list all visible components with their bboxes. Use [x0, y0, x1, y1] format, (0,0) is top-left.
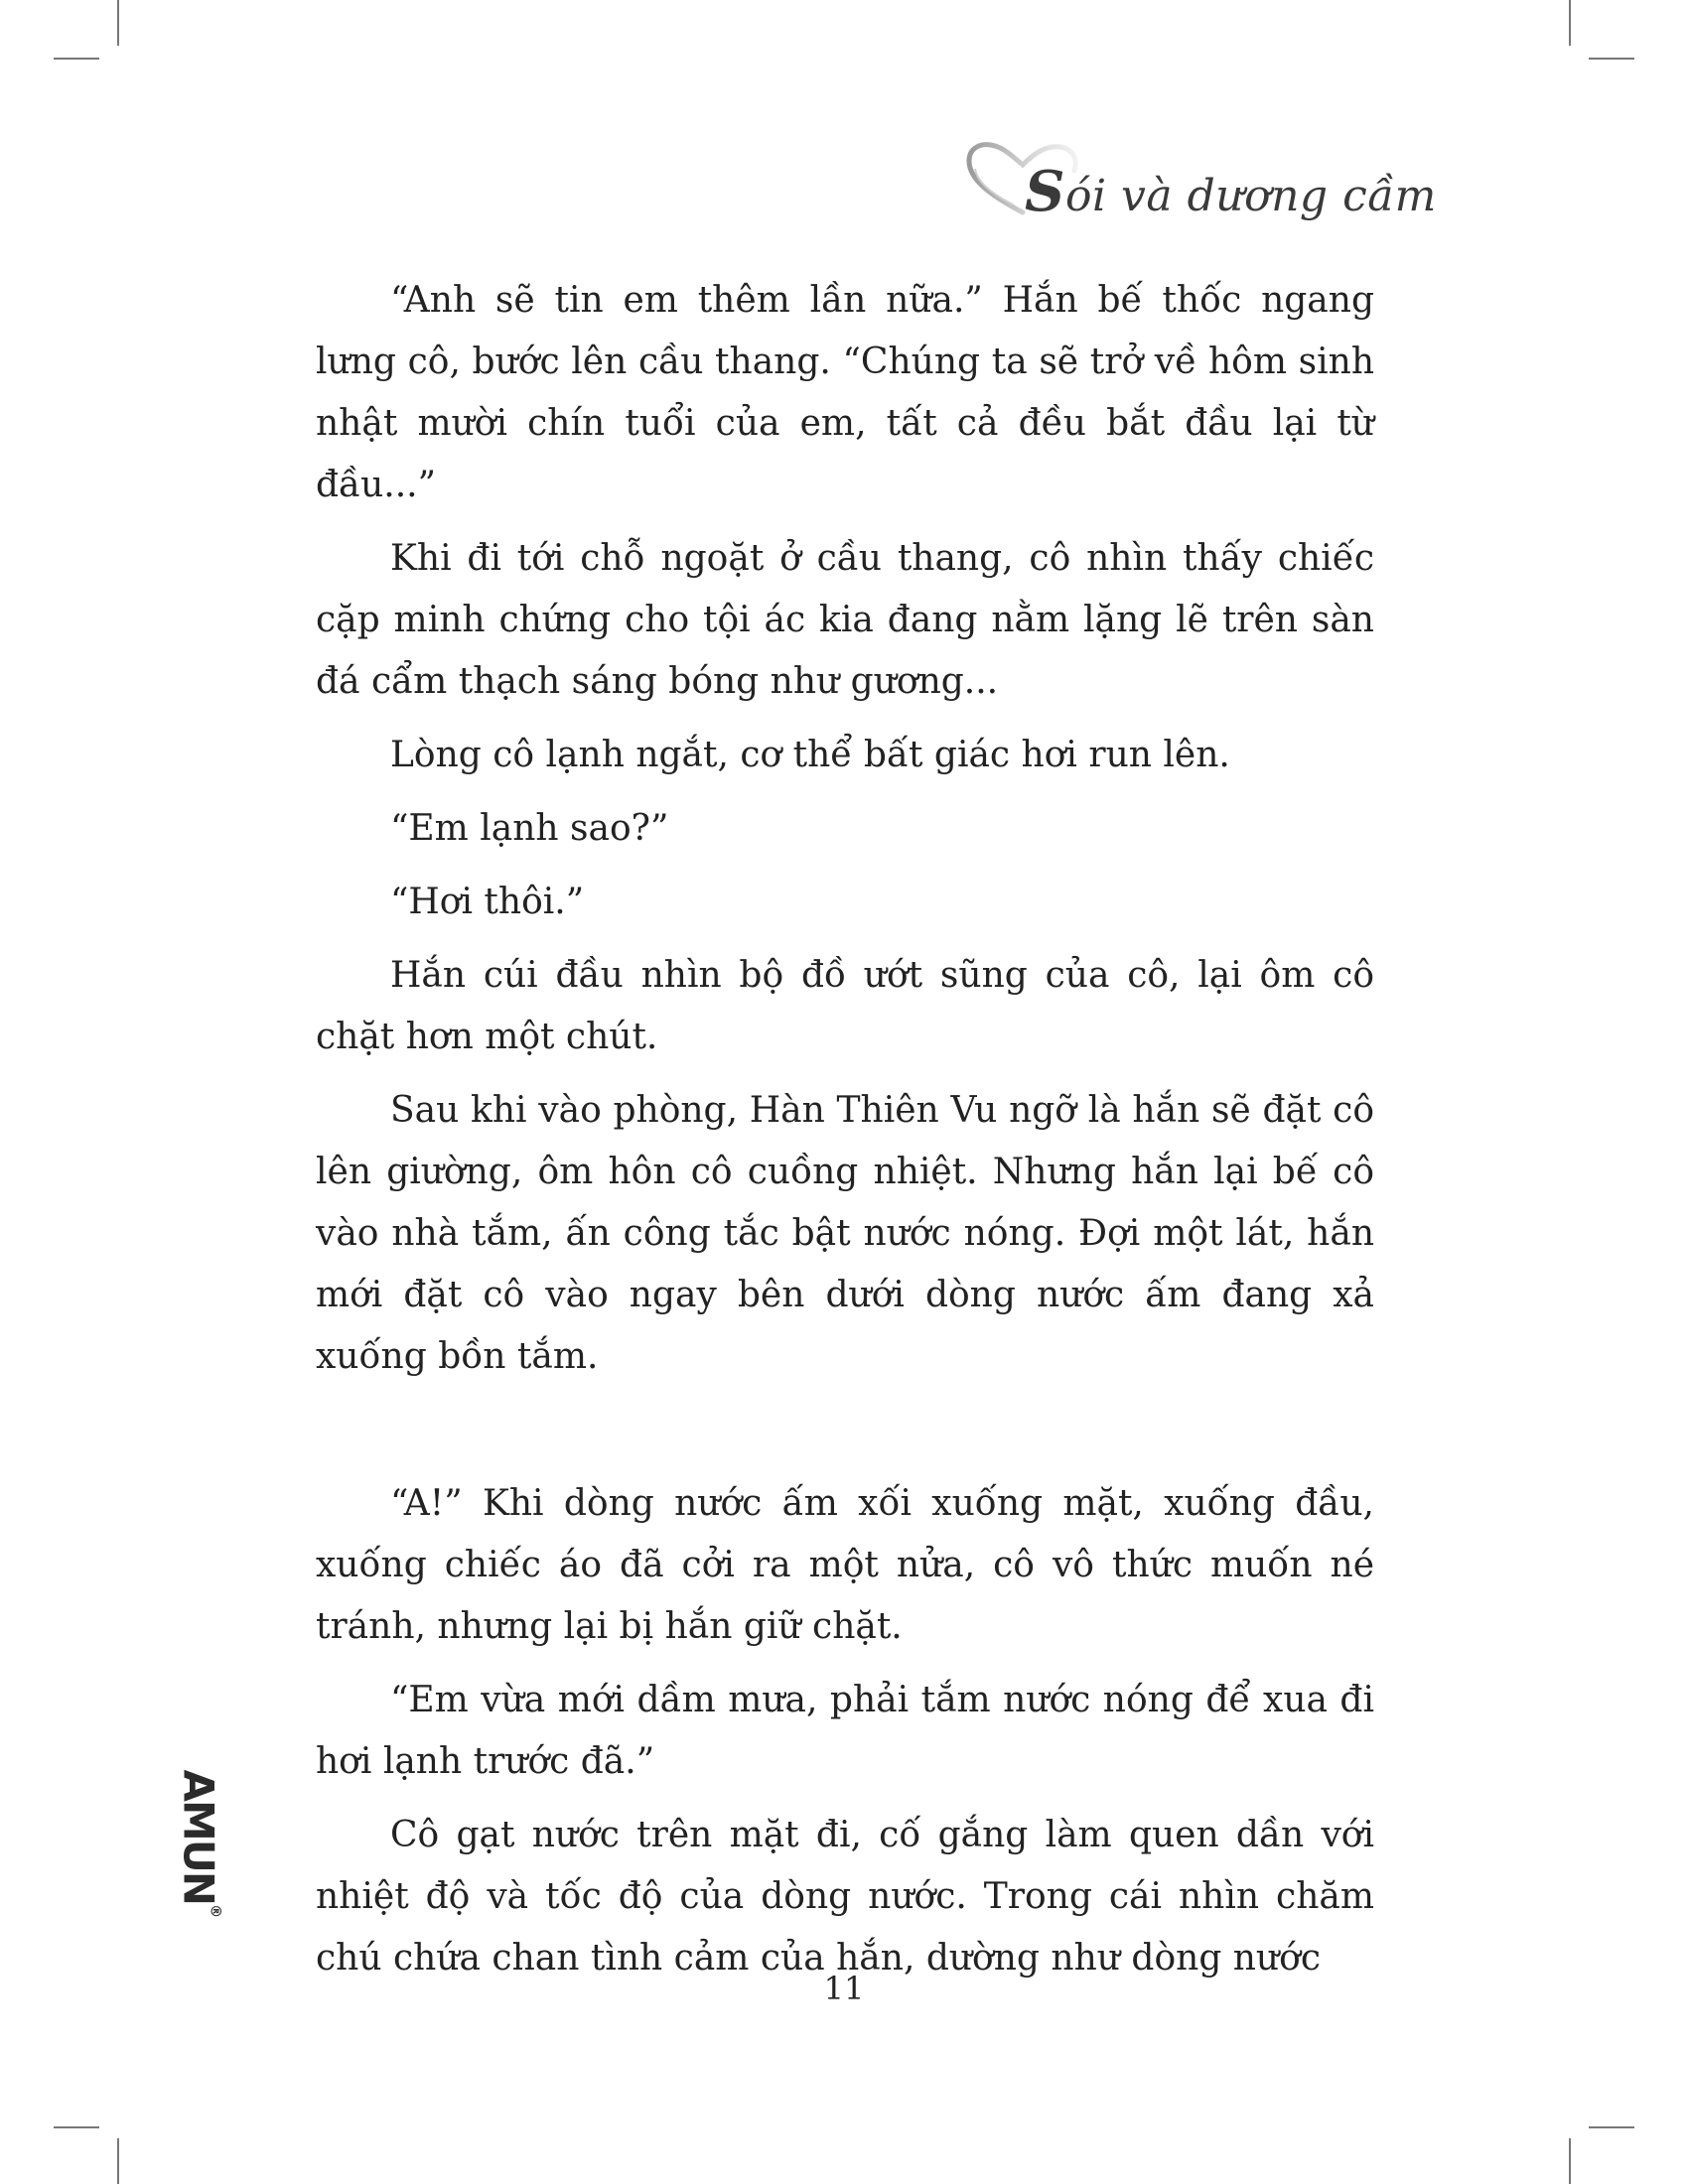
paragraph: “A!” Khi dòng nước ấm xối xuống mặt, xuống đầu, xuống chiếc áo đã cởi ra một nửa, cô vô thức muốn né tránh, nhưng lại bị hắn giữ chặt. — [316, 1483, 1374, 1647]
publisher-logo-name: AMUN — [174, 1769, 223, 1905]
paragraph: “Anh sẽ tin em thêm lần nữa.” Hắn bế thốc ngang lưng cô, bước lên cầu thang. “Chúng ta sẽ trở về hôm sinh nhật mười chín tuổi của em, tất cả đều bắt đầu lại từ đầu...” — [316, 280, 1374, 505]
book-title — [1025, 159, 1437, 224]
paragraph: Cô gạt nước trên mặt đi, cố gắng làm quen dần với nhiệt độ và tốc độ của dòng nước. Trong cái nhìn chăm chú chứa chan tình cảm của hắn, dường như dòng nước — [316, 1815, 1374, 1979]
crop-mark-top-left-horizontal — [54, 58, 99, 60]
paragraph: Sau khi vào phòng, Hàn Thiên Vu ngỡ là hắn sẽ đặt cô lên giường, ôm hôn cô cuồng nhiệt. Nhưng hắn lại bế cô vào nhà tắm, ấn công tắc bật nước nóng. Đợi một lát, hắn mới đặt cô vào ngay bên dưới dòng nước ấm đang xả xuống bồn tắm. — [316, 1090, 1374, 1377]
crop-mark-bottom-right-horizontal — [1589, 2126, 1634, 2128]
paragraph: “Hơi thôi.” — [390, 882, 585, 922]
page-body — [316, 270, 1374, 2001]
paragraph: “Em vừa mới dầm mưa, phải tắm nước nóng để xua đi hơi lạnh trước đã.” — [316, 1680, 1374, 1782]
book-title-initial: S — [1025, 159, 1065, 224]
section-break — [316, 1400, 1374, 1473]
crop-mark-bottom-left-horizontal — [54, 2126, 99, 2128]
crop-mark-top-right-vertical — [1569, 0, 1571, 46]
paragraph: Hắn cúi đầu nhìn bộ đồ ướt sũng của cô, lại ôm cô chặt hơn một chút. — [316, 955, 1374, 1057]
book-title-rest: ói và dương cầm — [1064, 171, 1437, 221]
crop-mark-top-right-horizontal — [1589, 58, 1634, 60]
crop-mark-bottom-left-vertical — [117, 2138, 119, 2184]
page-number: 11 — [823, 1970, 865, 2007]
publisher-logo-mark: ® — [207, 1904, 223, 1917]
crop-mark-top-left-vertical — [117, 0, 119, 46]
publisher-logo-text — [174, 1769, 223, 1917]
publisher-logo — [167, 1767, 230, 1917]
paragraph: Khi đi tới chỗ ngoặt ở cầu thang, cô nhìn thấy chiếc cặp minh chứng cho tội ác kia đang nằm lặng lẽ trên sàn đá cẩm thạch sáng bóng như gương... — [316, 538, 1374, 702]
running-header — [963, 139, 1437, 224]
paragraph: Lòng cô lạnh ngắt, cơ thể bất giác hơi run lên. — [390, 735, 1230, 775]
crop-mark-bottom-right-vertical — [1569, 2138, 1571, 2184]
paragraph: “Em lạnh sao?” — [390, 808, 669, 849]
